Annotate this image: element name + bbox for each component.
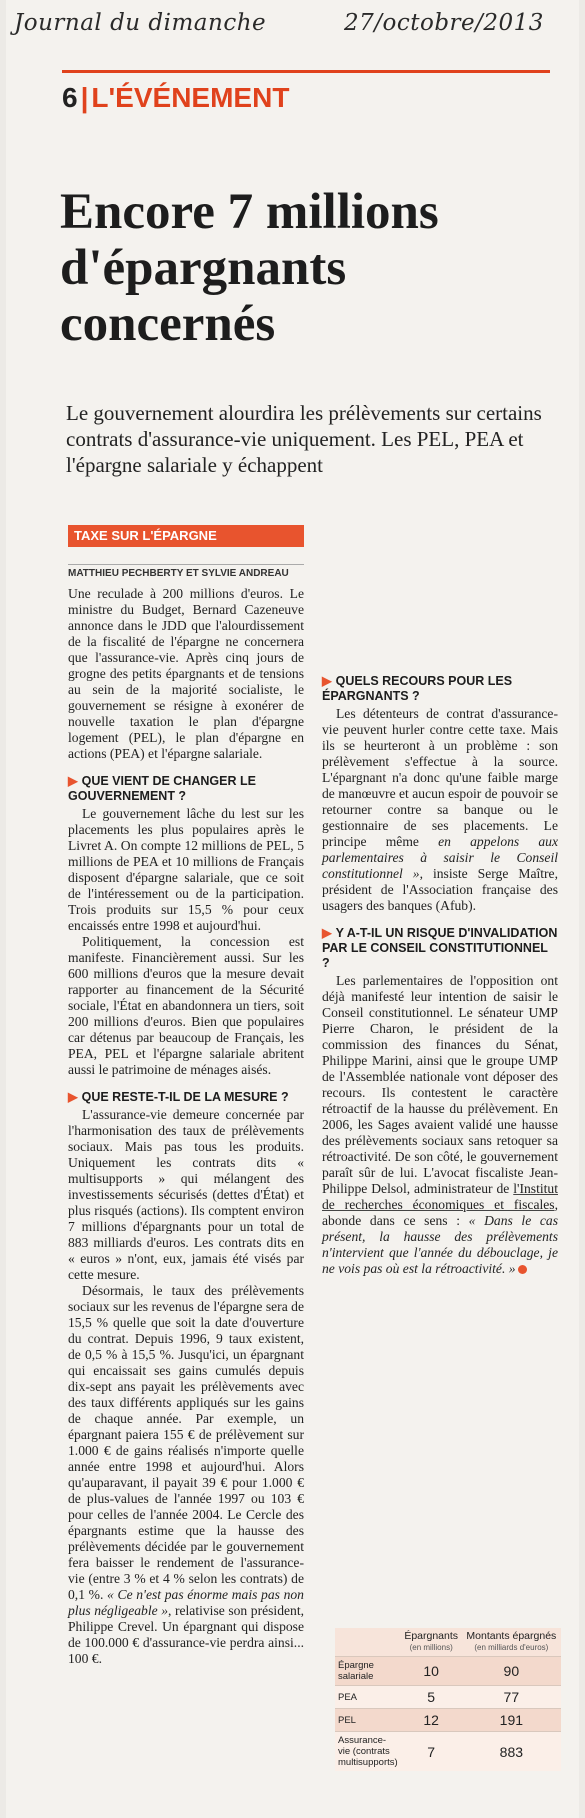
article-column-2 <box>322 550 558 1277</box>
table-header-montants: Montants épargnés (en milliards d'euros) <box>462 1628 561 1657</box>
row-label: PEL <box>335 1709 401 1732</box>
section-header <box>62 82 289 114</box>
page-number: 6 <box>62 82 78 113</box>
paragraph: Les détenteurs de contrat d'assurance-vie peuvent hurler contre cette taxe. Mais ils se heurteront à un problème : son prélèvement s'effectue à la source. L'épargnant n'a donc qu'une faible marge de manœuvre et aucun espoir de pouvoir se retourner contre sa banque ou le gestionnaire de ses placements. Le principe même en appelons aux parlementaires à saisir le Conseil constitutionnel », insiste Serge Maître, président de l'Association française des usagers des banques (Afub). <box>322 706 558 913</box>
question-heading: ▶ QUE VIENT DE CHANGER LE GOUVERNEMENT ? <box>68 774 256 803</box>
paragraph: Politiquement, la concession est manifeste. Financièrement aussi. Sur les 600 millions d'euros que la mesure devait rapporter au financement de la Sécurité sociale, l'État en abandonnera un tiers, soit 200 millions d'euros. Bien que populaires car détenus par beaucoup de Français, les PEA, PEL et l'épargne salariale abritent aussi le patrimoine de ménages aisés. <box>68 934 304 1077</box>
cell-epargnants: 7 <box>401 1732 462 1772</box>
quote: en appelons aux parlementaires à saisir le Conseil constitutionnel » <box>322 834 558 881</box>
article-title: Encore 7 millions d'épargnants concernés <box>60 184 439 352</box>
header-rule <box>62 70 550 73</box>
paragraph: Le gouvernement lâche du lest sur les placements les plus populaires après le Livret A. On compte 12 millions de PEL, 5 millions de PEA et 10 millions de Français disposent d'épargne salariale, que ce soit de l'intéressement ou de la participation. Trois produits sur 15,5 % pour ceux encaissés entre 1998 et aujourd'hui. <box>68 806 304 933</box>
triangle-bullet-icon: ▶ <box>322 674 332 688</box>
cell-epargnants: 10 <box>401 1657 462 1686</box>
triangle-bullet-icon: ▶ <box>322 926 332 940</box>
handwritten-newspaper-name: Journal du dimanche <box>14 10 267 36</box>
underlined-institute: l'Institut de recherches économiques et fiscales <box>322 1181 558 1212</box>
quote: « Ce n'est pas énorme mais pas non plus négligeable » <box>68 1587 304 1618</box>
paragraph: Les parlementaires de l'opposition ont déjà manifesté leur intention de saisir le Conseil constitutionnel. Le sénateur UMP Pierre Charon, le président de la commission des finances du Sénat, Philippe Marini, ainsi que le groupe UMP de l'Assemblée nationale vont déposer des recours. Ils contestent le caractère rétroactif de la hausse du prélèvement. En 2006, les Sages avaient validé une hausse des prélèvements sociaux sans retoquer sa rétroactivité. De son côté, le gouvernement paraît sûr de lui. L'avocat fiscaliste Jean-Philippe Delsol, administrateur de l'Institut de recherches économiques et fiscales, abonde dans ce sens : « Dans le cas présent, la hausse des prélèvements n'intervient que l'année du débouclage, je ne vois pas où est la rétroactivité. » <box>322 973 558 1276</box>
topic-tag: TAXE SUR L'ÉPARGNE <box>68 525 304 547</box>
quote: « Dans le cas présent, la hausse des prélèvements n'intervient que l'année du débouclage, je ne vois pas où est la rétroactivité. » <box>322 1213 558 1276</box>
question-heading: ▶ QUELS RECOURS POUR LES ÉPARGNANTS ? <box>322 674 513 703</box>
table-corner <box>335 1628 401 1657</box>
cell-epargnants: 5 <box>401 1686 462 1709</box>
row-label: Épargne salariale <box>335 1657 401 1686</box>
savings-table <box>335 1628 561 1771</box>
paragraph: Une reculade à 200 millions d'euros. Le ministre du Budget, Bernard Cazeneuve annonce dans le JDD que l'alourdissement de la fiscalité de l'épargne ne concernera que l'assurance-vie. Après cinq jours de grogne des petits épargnants et de tensions au sein de la majorité socialiste, le gouvernement se résigne à exonérer de nouvelle taxation le plan d'épargne logement (PEL), le plan d'épargne en actions (PEA) et l'épargne salariale. <box>68 586 304 761</box>
article-column-1 <box>68 586 304 1667</box>
question-heading: ▶ QUE RESTE-T-IL DE LA MESURE ? <box>68 1090 289 1104</box>
section-separator: | <box>80 82 89 113</box>
article-lead: Le gouvernement alourdira les prélèvements sur certains contrats d'assurance-vie uniquement. Les PEL, PEA et l'épargne salariale y échappent <box>66 401 542 477</box>
byline: MATTHIEU PECHBERTY ET SYLVIE ANDREAU <box>68 564 304 579</box>
question-heading: ▶ Y A-T-IL UN RISQUE D'INVALIDATION PAR LE CONSEIL CONSTITUTIONNEL ? <box>322 926 558 970</box>
end-mark-icon <box>518 1265 527 1274</box>
paragraph: Désormais, le taux des prélèvements sociaux sur les revenus de l'épargne sera de 15,5 % quelle que soit la date d'ouverture du contrat. Depuis 1996, 9 taux existent, de 0,5 % à 15,5 %. Jusqu'ici, un épargnant qui encaissait ses gains cumulés depuis dix-sept ans payait les prélèvements avec des taux différents appliqués sur les gains de chaque année. Par exemple, un épargnant paiera 155 € de prélèvement sur 1.000 € de gains réalisés n'importe quelle année entre 1998 et aujourd'hui. Alors qu'auparavant, il payait 39 € pour 1.000 € de plus-values de l'année 1997 ou 103 € pour celles de l'année 2004. Le Cercle des épargnants estime que la hausse des prélèvements décidée par le gouvernement fera baisser le rendement de l'assurance-vie (entre 3 % et 4 % selon les contrats) de 0,1 %. « Ce n'est pas énorme mais pas non plus négligeable », relativise son président, Philippe Crevel. Un épargnant qui dispose de 100.000 € d'assurance-vie perdra ainsi... 100 €. <box>68 1283 305 1666</box>
table-row <box>335 1657 561 1686</box>
triangle-bullet-icon: ▶ <box>68 1090 78 1104</box>
cell-montants: 883 <box>462 1732 561 1772</box>
section-name: L'ÉVÉNEMENT <box>91 82 290 113</box>
table-row <box>335 1709 561 1732</box>
handwritten-date: 27/octobre/2013 <box>344 10 544 36</box>
handwritten-annotation <box>14 10 544 36</box>
paragraph: L'assurance-vie demeure concernée par l'harmonisation des taux de prélèvements sociaux. Mais pas tous les produits. Uniquement les contrats dits « multisupports » qui mélangent des investissements sécurisés (dettes d'État) et plus risqués (actions). Ils comptent environ 7 millions d'épargnants pour un total de 883 milliards d'euros. Les contrats dits en « euros » n'ont, eux, jamais été visés par cette mesure. <box>68 1107 304 1282</box>
row-label: Assurance-vie (contrats multisupports) <box>335 1732 401 1772</box>
table-header-epargnants: Épargnants (en millions) <box>401 1628 462 1657</box>
row-label: PEA <box>335 1686 401 1709</box>
cell-montants: 77 <box>462 1686 561 1709</box>
cell-montants: 191 <box>462 1709 561 1732</box>
triangle-bullet-icon: ▶ <box>68 774 78 788</box>
cell-montants: 90 <box>462 1657 561 1686</box>
table-row <box>335 1732 561 1772</box>
cell-epargnants: 12 <box>401 1709 462 1732</box>
table-row <box>335 1686 561 1709</box>
